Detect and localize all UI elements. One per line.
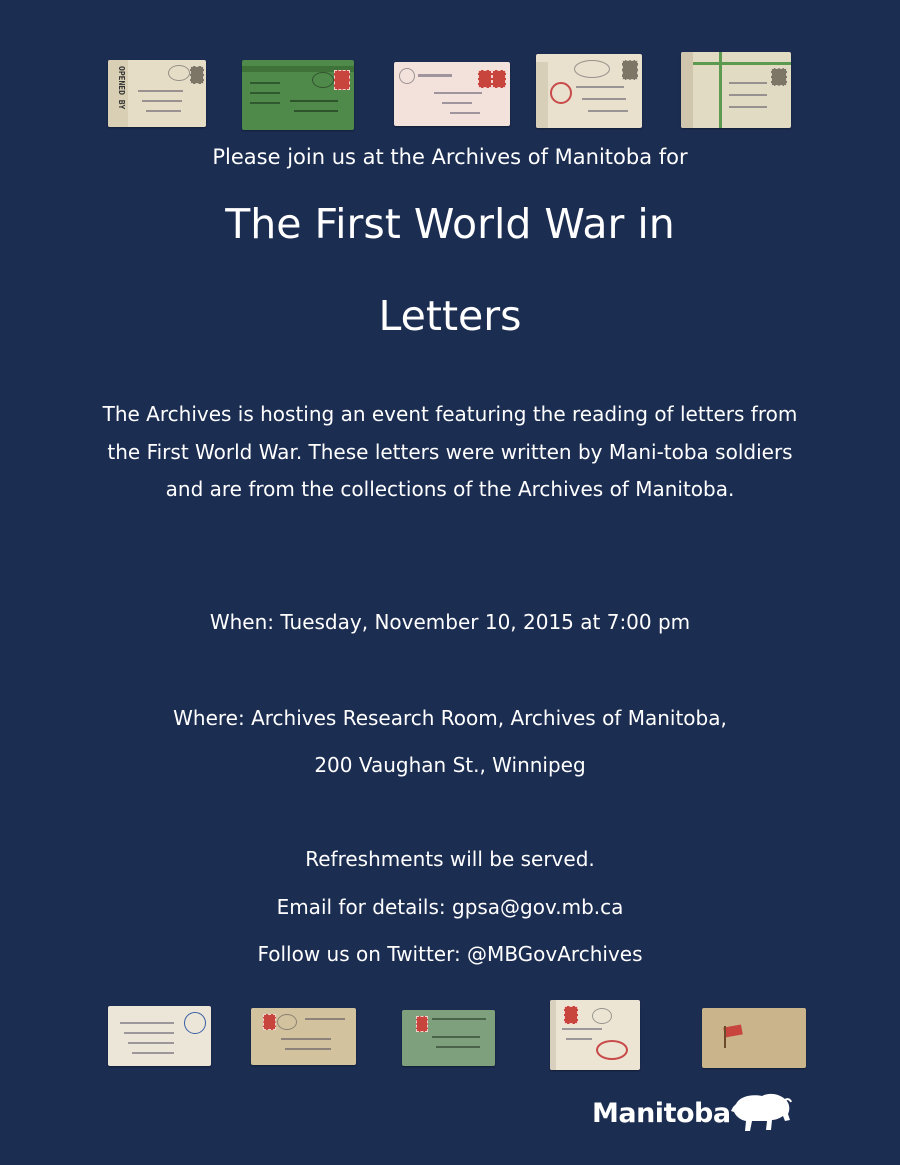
envelope-image: [402, 1010, 495, 1066]
envelope-image: [242, 60, 354, 130]
event-location-line-2: 200 Vaughan St., Winnipeg: [314, 753, 586, 777]
bison-icon: [730, 1090, 794, 1138]
envelope-image: [702, 1008, 806, 1068]
envelope-image: [550, 1000, 640, 1070]
logo-wordmark: Manitoba: [592, 1098, 731, 1129]
event-title-line-1: The First World War in: [225, 200, 675, 248]
bottom-envelope-row: [0, 1000, 900, 1080]
invitation-line: Please join us at the Archives of Manitoba for: [212, 145, 688, 169]
event-date: When: Tuesday, November 10, 2015 at 7:00 pm: [209, 610, 691, 634]
event-title-line-2: Letters: [378, 292, 522, 340]
envelope-image: [536, 54, 642, 128]
contact-email: Email for details: gpsa@gov.mb.ca: [276, 895, 624, 919]
manitoba-logo: [592, 1090, 798, 1140]
envelope-image: [108, 60, 206, 127]
top-envelope-row: [0, 52, 900, 132]
event-location-line-1: Where: Archives Research Room, Archives of Manitoba,: [173, 706, 727, 730]
envelope-image: [681, 52, 791, 128]
twitter-handle: Follow us on Twitter: @MBGovArchives: [257, 942, 643, 966]
envelope-image: [251, 1008, 356, 1065]
refreshments-note: Refreshments will be served.: [305, 847, 595, 871]
envelope-stamp-label: OPENED BY: [117, 66, 126, 110]
envelope-image: [394, 62, 510, 126]
event-description: The Archives is hosting an event featuring the reading of letters from the First World War. These letters were written by Mani-toba soldiers and are from the collections of the Archives of Manitoba.: [102, 402, 798, 501]
envelope-image: [108, 1006, 211, 1066]
